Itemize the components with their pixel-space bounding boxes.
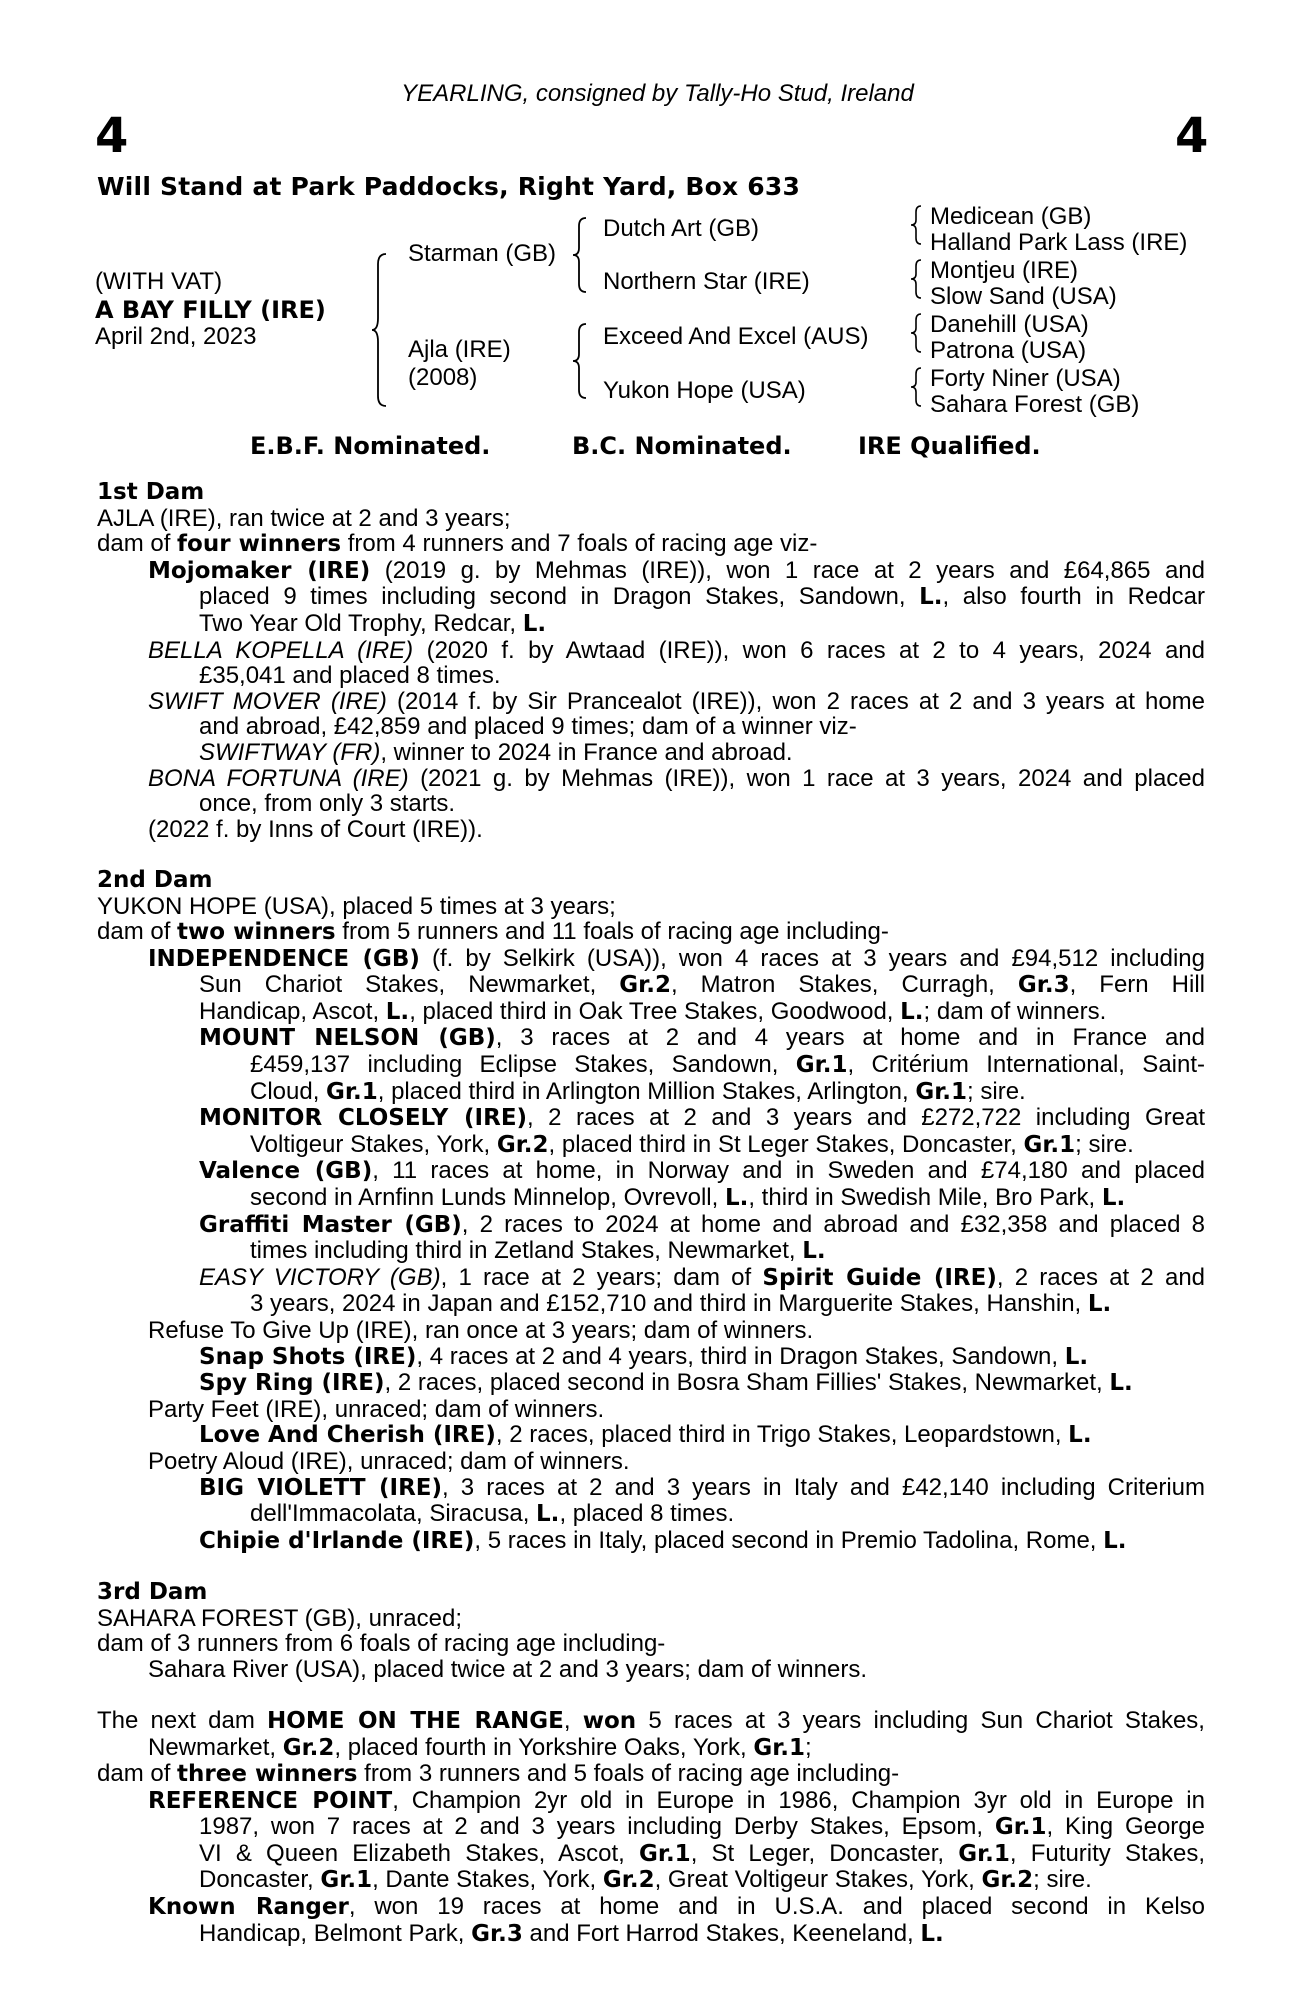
- text-segment: from 3 runners and 5 foals of racing age including-: [357, 1760, 900, 1788]
- text-segment: and Fort Harrod Stakes, Keeneland,: [522, 1919, 921, 1947]
- bold-text: L.: [522, 610, 547, 637]
- text-segment: , 2 races at 2 and 3 years and £272,722 including Great: [527, 1104, 1205, 1132]
- text-segment: from 4 runners and 7 foals of racing age viz-: [341, 530, 818, 558]
- text-segment: once, from only 3 starts.: [199, 790, 456, 818]
- text-line: [97, 1449, 1205, 1475]
- bold-text: Known Ranger: [148, 1894, 349, 1921]
- bold-text: Graffiti Master (GB): [199, 1211, 462, 1238]
- sire-name: Starman (GB): [408, 240, 557, 267]
- italic-text: SWIFT MOVER (IRE): [148, 687, 387, 715]
- text-line: [97, 1841, 1205, 1868]
- text-segment: (2014 f. by Sir Prancealot (IRE)), won 2 races at 2 and 3 years at home: [386, 687, 1206, 715]
- text-line: [97, 1631, 1205, 1657]
- text-segment: times including third in Zetland Stakes, Newmarket,: [250, 1237, 803, 1265]
- text-line: [97, 638, 1205, 664]
- text-segment: £459,137 including Eclipse Stakes, Sandown,: [250, 1051, 796, 1079]
- text-line: [97, 1079, 1205, 1106]
- text-segment: ,: [563, 1706, 583, 1734]
- ggdam-4: Sahara Forest (GB): [930, 391, 1140, 418]
- catalogue-header: YEARLING, consigned by Tally-Ho Stud, Ireland: [401, 80, 914, 107]
- text-line: [97, 919, 1205, 946]
- bold-text: two winners: [177, 919, 336, 946]
- text-line: [97, 894, 1205, 920]
- text-segment: placed 9 times including second in Dragon Stakes, Sandown,: [199, 583, 920, 611]
- text-line: [97, 1105, 1205, 1132]
- text-segment: dam of: [97, 1760, 178, 1788]
- text-segment: , winner to 2024 in France and abroad.: [380, 738, 793, 766]
- italic-text: SWIFTWAY (FR): [199, 738, 381, 766]
- text-line: [97, 1657, 1205, 1683]
- bold-text: L.: [920, 1920, 944, 1947]
- bold-text: BIG VIOLETT (IRE): [199, 1474, 443, 1501]
- text-segment: Poetry Aloud (IRE), unraced; dam of winners.: [148, 1447, 630, 1475]
- bold-text: L.: [1068, 1422, 1092, 1449]
- text-line: [97, 1265, 1205, 1292]
- text-line: [97, 1422, 1205, 1449]
- bold-text: L.: [1109, 1370, 1133, 1397]
- text-segment: Cloud,: [250, 1077, 327, 1105]
- text-segment: Handicap, Belmont Park,: [199, 1919, 472, 1947]
- italic-text: BONA FORTUNA (IRE): [148, 764, 409, 792]
- text-line: [97, 1238, 1205, 1265]
- text-segment: (f. by Selkirk (USA)), won 4 races at 3 years and £94,512 including: [419, 944, 1205, 972]
- bold-text: L.: [1103, 1527, 1127, 1554]
- bold-text: Gr.1: [1023, 1131, 1076, 1158]
- text-segment: , 2 races, placed second in Bosra Sham Fillies' Stakes, Newmarket,: [384, 1369, 1110, 1397]
- bold-text: Gr.3: [1017, 972, 1070, 999]
- bold-text: Love And Cherish (IRE): [199, 1422, 496, 1449]
- third-dam-heading: 3rd Dam: [97, 1578, 208, 1605]
- bold-text: L.: [1064, 1343, 1089, 1370]
- text-segment: from 5 runners and 11 foals of racing age including-: [335, 918, 889, 946]
- second-dam-section: [97, 894, 1205, 1555]
- text-segment: , placed 8 times.: [559, 1500, 735, 1528]
- first-dam-heading: 1st Dam: [97, 479, 205, 505]
- bold-text: Chipie d'Irlande (IRE): [199, 1527, 475, 1554]
- text-line: [97, 1761, 1205, 1788]
- text-line: [97, 1052, 1205, 1079]
- text-line: [97, 1867, 1205, 1894]
- text-segment: ; sire.: [1075, 1130, 1134, 1158]
- bold-text: Gr.1: [753, 1734, 805, 1761]
- pedigree-brace-gen1: [370, 252, 390, 408]
- third-dam-section: [97, 1606, 1205, 1683]
- text-line: [97, 1708, 1205, 1735]
- bold-text: L.: [900, 998, 924, 1025]
- text-segment: (2020 f. by Awtaad (IRE)), won 6 races at 2 to 4 years, 2024 and: [413, 636, 1206, 664]
- text-line: [97, 1025, 1205, 1052]
- pedigree-brace-3b: [908, 258, 924, 300]
- text-segment: , King George: [1046, 1813, 1205, 1841]
- text-segment: , 2 races at 2 and: [996, 1263, 1206, 1291]
- text-segment: , Great Voltigeur Stakes, York,: [654, 1866, 982, 1894]
- bold-text: Gr.1: [320, 1867, 373, 1894]
- text-segment: (2019 g. by Mehmas (IRE)), won 1 race at 2 years and £64,865 and: [370, 556, 1205, 584]
- text-segment: 3 years, 2024 in Japan and £152,710 and third in Marguerite Stakes, Hanshin,: [250, 1290, 1088, 1318]
- text-segment: , Fern Hill: [1069, 971, 1205, 999]
- text-line: [97, 946, 1205, 973]
- bold-text: Gr.2: [619, 972, 671, 999]
- ggsire-1: Medicean (GB): [930, 203, 1092, 230]
- text-segment: , placed fourth in Yorkshire Oaks, York,: [334, 1733, 754, 1761]
- italic-text: BELLA KOPELLA (IRE): [148, 636, 414, 664]
- catalogue-body: [97, 480, 1205, 1947]
- text-segment: (2021 g. by Mehmas (IRE)), won 1 race at 3 years, 2024 and placed: [408, 764, 1205, 792]
- text-segment: Voltigeur Stakes, York,: [250, 1130, 497, 1158]
- text-segment: , 2 races to 2024 at home and abroad and £32,358 and placed 8: [461, 1210, 1205, 1238]
- ggdam-1: Halland Park Lass (IRE): [930, 229, 1188, 256]
- text-segment: , 11 races at home, in Norway and in Sweden and £74,180 and placed: [372, 1157, 1206, 1185]
- text-line: [97, 584, 1205, 611]
- text-segment: , won 19 races at home and in U.S.A. and placed second in Kelso: [348, 1893, 1205, 1921]
- ggsire-3: Danehill (USA): [930, 311, 1089, 338]
- text-line: [97, 689, 1205, 715]
- bold-text: L.: [802, 1238, 826, 1265]
- text-segment: ; sire.: [1033, 1866, 1092, 1894]
- text-segment: £35,041 and placed 8 times.: [199, 662, 501, 690]
- lot-number-left: 4: [95, 108, 129, 164]
- bold-text: MOUNT NELSON (GB): [199, 1025, 496, 1052]
- bold-text: L.: [919, 584, 943, 611]
- text-segment: The next dam: [97, 1706, 268, 1734]
- text-line: [97, 791, 1205, 817]
- bold-text: Gr.1: [915, 1078, 968, 1105]
- text-line: [97, 972, 1205, 999]
- bold-text: Gr.1: [994, 1814, 1047, 1841]
- dam-sire: Exceed And Excel (AUS): [603, 323, 869, 350]
- text-line: [97, 1132, 1205, 1159]
- bold-text: Gr.3: [471, 1920, 523, 1947]
- text-segment: Refuse To Give Up (IRE), ran once at 3 years; dam of winners.: [148, 1317, 814, 1344]
- bc-nomination: B.C. Nominated.: [572, 432, 792, 460]
- pedigree-brace-3c: [908, 312, 924, 354]
- text-segment: , Futurity Stakes,: [1009, 1839, 1206, 1867]
- ggsire-4: Forty Niner (USA): [930, 365, 1121, 392]
- ire-qualified: IRE Qualified.: [858, 432, 1041, 460]
- venue-line: Will Stand at Park Paddocks, Right Yard, Box 633: [97, 172, 801, 201]
- text-line: [97, 1788, 1205, 1815]
- bold-text: won: [582, 1707, 637, 1734]
- ggdam-2: Slow Sand (USA): [930, 283, 1117, 310]
- bold-text: Gr.1: [795, 1052, 848, 1079]
- bold-text: L.: [385, 998, 410, 1025]
- bold-text: MONITOR CLOSELY (IRE): [199, 1105, 528, 1132]
- text-line: [97, 611, 1205, 638]
- text-line: [97, 1291, 1205, 1318]
- text-segment: ; dam of winners.: [923, 997, 1107, 1025]
- text-segment: Sun Chariot Stakes, Newmarket,: [199, 971, 620, 999]
- text-line: [97, 1185, 1205, 1212]
- text-segment: , Champion 2yr old in Europe in 1986, Champion 3yr old in Europe in: [392, 1786, 1205, 1814]
- bold-text: HOME ON THE RANGE: [267, 1707, 564, 1734]
- text-segment: , Dante Stakes, York,: [372, 1866, 603, 1894]
- bold-text: INDEPENDENCE (GB): [148, 945, 420, 972]
- text-segment: , Critérium International, Saint-: [847, 1051, 1206, 1079]
- text-line: [97, 817, 1205, 843]
- text-line: [97, 1606, 1205, 1632]
- first-dam-section: [97, 506, 1205, 843]
- pedigree-brace-dam: [570, 322, 590, 400]
- text-line: [97, 1921, 1205, 1948]
- text-segment: ;: [805, 1733, 812, 1761]
- bold-text: L.: [724, 1185, 749, 1212]
- text-segment: Doncaster,: [199, 1866, 321, 1894]
- bold-text: four winners: [177, 531, 342, 558]
- text-line: [97, 558, 1205, 585]
- text-segment: Sahara River (USA), placed twice at 2 and 3 years; dam of winners.: [148, 1655, 867, 1683]
- text-line: [97, 1318, 1205, 1344]
- text-segment: Party Feet (IRE), unraced; dam of winners.: [148, 1395, 605, 1423]
- text-line: [97, 714, 1205, 740]
- text-segment: , 2 races, placed third in Trigo Stakes, Leopardstown,: [495, 1421, 1069, 1449]
- text-segment: dam of: [97, 918, 178, 946]
- bold-text: Gr.2: [981, 1867, 1034, 1894]
- text-line: [97, 663, 1205, 689]
- text-segment: YUKON HOPE (USA), placed 5 times at 3 years;: [97, 892, 616, 920]
- text-segment: dell'Immacolata, Siracusa,: [250, 1500, 537, 1528]
- text-segment: dam of: [97, 530, 178, 558]
- text-line: [97, 766, 1205, 792]
- text-segment: Handicap, Ascot,: [199, 997, 386, 1025]
- bold-text: Gr.2: [282, 1734, 335, 1761]
- bold-text: L.: [536, 1501, 560, 1528]
- text-segment: , placed third in Oak Tree Stakes, Goodwood,: [409, 997, 901, 1025]
- bold-text: Gr.1: [639, 1840, 691, 1867]
- bold-text: Gr.1: [326, 1078, 378, 1105]
- horse-name: A BAY FILLY (IRE): [95, 296, 326, 324]
- text-segment: , placed third in St Leger Stakes, Doncaster,: [548, 1130, 1024, 1158]
- text-line: [97, 1370, 1205, 1397]
- pedigree-brace-3a: [908, 204, 924, 246]
- text-segment: SAHARA FOREST (GB), unraced;: [97, 1604, 463, 1632]
- ggdam-3: Patrona (USA): [930, 337, 1087, 364]
- second-dam-heading: 2nd Dam: [97, 866, 213, 893]
- text-segment: , placed third in Arlington Million Stakes, Arlington,: [377, 1077, 916, 1105]
- text-segment: , Matron Stakes, Curragh,: [670, 971, 1018, 999]
- text-segment: ; sire.: [967, 1077, 1026, 1105]
- ebf-nomination: E.B.F. Nominated.: [250, 432, 491, 460]
- text-line: [97, 1158, 1205, 1185]
- text-segment: , 3 races at 2 and 3 years in Italy and £42,140 including Criterium: [442, 1473, 1206, 1501]
- lot-number-right: 4: [1175, 108, 1209, 164]
- text-line: [97, 1212, 1205, 1239]
- text-segment: , also fourth in Redcar: [942, 583, 1205, 611]
- bold-text: Spy Ring (IRE): [199, 1370, 385, 1397]
- vat-note: (WITH VAT): [95, 268, 223, 295]
- pedigree-brace-sire: [570, 216, 590, 294]
- text-segment: VI & Queen Elizabeth Stakes, Ascot,: [199, 1839, 639, 1867]
- dam-dam: Yukon Hope (USA): [603, 377, 806, 404]
- text-segment: Newmarket,: [148, 1733, 283, 1761]
- text-line: [97, 1528, 1205, 1555]
- text-line: [97, 740, 1205, 766]
- text-line: [97, 1397, 1205, 1423]
- pedigree-brace-3d: [908, 366, 924, 408]
- text-segment: 1987, won 7 races at 2 and 3 years including Derby Stakes, Epsom,: [199, 1813, 995, 1841]
- text-segment: , 4 races at 2 and 4 years, third in Dragon Stakes, Sandown,: [416, 1342, 1065, 1370]
- text-segment: 5 races at 3 years including Sun Chariot Stakes,: [636, 1706, 1205, 1734]
- text-segment: Two Year Old Trophy, Redcar,: [199, 609, 523, 637]
- bold-text: Mojomaker (IRE): [148, 557, 371, 584]
- bold-text: Gr.2: [496, 1131, 549, 1158]
- sire-dam: Northern Star (IRE): [603, 268, 810, 295]
- text-segment: , 5 races in Italy, placed second in Premio Tadolina, Rome,: [474, 1526, 1104, 1554]
- text-line: [97, 1501, 1205, 1528]
- text-segment: (2022 f. by Inns of Court (IRE)).: [148, 815, 483, 843]
- text-segment: AJLA (IRE), ran twice at 2 and 3 years;: [97, 504, 511, 532]
- bold-text: Spirit Guide (IRE): [762, 1264, 997, 1291]
- bold-text: Valence (GB): [199, 1158, 373, 1185]
- bold-text: L.: [1101, 1185, 1126, 1212]
- sire-sire: Dutch Art (GB): [603, 215, 760, 242]
- bold-text: L.: [1087, 1291, 1112, 1318]
- bold-text: REFERENCE POINT: [148, 1787, 393, 1814]
- foaling-date: April 2nd, 2023: [95, 323, 257, 350]
- next-dam-section: [97, 1708, 1205, 1947]
- text-line: [97, 999, 1205, 1026]
- text-line: [97, 1735, 1205, 1762]
- text-segment: second in Arnfinn Lunds Minnelop, Ovrevoll,: [250, 1184, 725, 1212]
- text-segment: and abroad, £42,859 and placed 9 times; dam of a winner viz-: [199, 713, 857, 741]
- text-segment: , third in Swedish Mile, Bro Park,: [748, 1184, 1102, 1212]
- text-segment: dam of 3 runners from 6 foals of racing age including-: [97, 1630, 666, 1658]
- text-line: [97, 1344, 1205, 1371]
- bold-text: Gr.2: [602, 1867, 655, 1894]
- dam-year: (2008): [408, 364, 478, 391]
- bold-text: Snap Shots (IRE): [199, 1343, 417, 1370]
- dam-name: Ajla (IRE): [408, 336, 511, 363]
- text-segment: , 3 races at 2 and 4 years at home and in France and: [495, 1024, 1206, 1052]
- text-segment: , St Leger, Doncaster,: [690, 1839, 959, 1867]
- text-segment: , 1 race at 2 years; dam of: [440, 1263, 763, 1291]
- text-line: [97, 1814, 1205, 1841]
- text-line: [97, 531, 1205, 558]
- text-line: [97, 1894, 1205, 1921]
- italic-text: EASY VICTORY (GB): [199, 1263, 441, 1291]
- text-line: [97, 1475, 1205, 1502]
- bold-text: three winners: [177, 1761, 358, 1788]
- bold-text: Gr.1: [958, 1840, 1010, 1867]
- text-line: [97, 506, 1205, 532]
- ggsire-2: Montjeu (IRE): [930, 257, 1079, 284]
